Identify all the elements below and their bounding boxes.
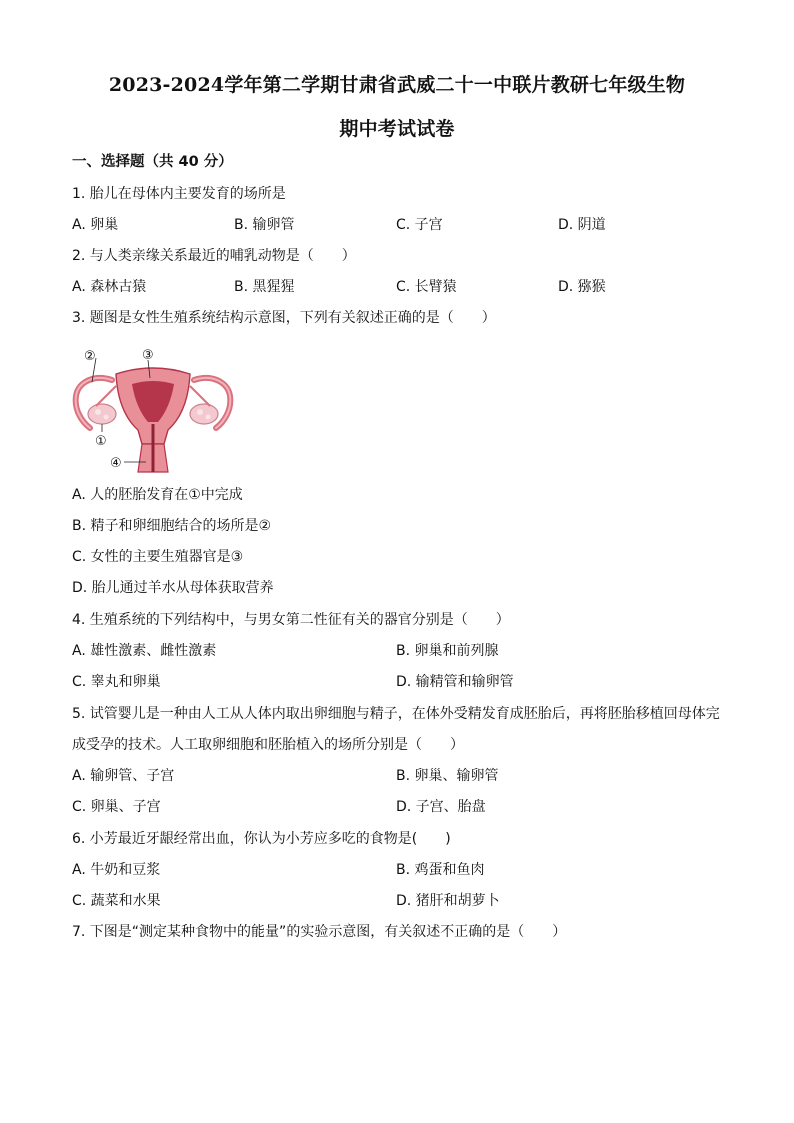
question-5-option-a: A. 输卵管、子宫 — [72, 768, 175, 784]
question-6-option-c: C. 蔬菜和水果 — [72, 893, 161, 909]
question-3-option-a: A. 人的胚胎发育在①中完成 — [72, 487, 243, 503]
question-5-option-c: C. 卵巢、子宫 — [72, 799, 161, 815]
question-1-option-a: A. 卵巢 — [72, 217, 119, 233]
question-3-stem: 3. 题图是女性生殖系统结构示意图，下列有关叙述正确的是（ ） — [72, 310, 496, 326]
question-2-option-c: C. 长臂猿 — [396, 279, 457, 295]
question-3-option-c: C. 女性的主要生殖器官是③ — [72, 549, 244, 565]
question-6-option-b: B. 鸡蛋和鱼肉 — [396, 862, 485, 878]
question-4-stem: 4. 生殖系统的下列结构中，与男女第二性征有关的器官分别是（ ） — [72, 612, 510, 628]
question-1-option-b: B. 输卵管 — [234, 217, 295, 233]
question-1-stem: 1. 胎儿在母体内主要发育的场所是 — [72, 186, 286, 202]
question-7-stem: 7. 下图是“测定某种食物中的能量”的实验示意图，有关叙述不正确的是（ ） — [72, 924, 567, 940]
figure-label-3: ③ — [142, 348, 154, 363]
question-4-option-b: B. 卵巢和前列腺 — [396, 643, 499, 659]
figure-label-4: ④ — [110, 456, 122, 471]
question-5-option-b: B. 卵巢、输卵管 — [396, 768, 499, 784]
question-5-option-d: D. 子宫、胎盘 — [396, 799, 486, 815]
question-2-option-d: D. 猕猴 — [558, 279, 606, 295]
female-reproductive-system-diagram — [72, 344, 234, 474]
question-6-stem: 6. 小芳最近牙龈经常出血，你认为小芳应多吃的食物是( ) — [72, 831, 451, 847]
question-2-option-b: B. 黑猩猩 — [234, 279, 295, 295]
question-6-option-a: A. 牛奶和豆浆 — [72, 862, 161, 878]
question-4-option-a: A. 雄性激素、雌性激素 — [72, 643, 217, 659]
question-1-option-d: D. 阴道 — [558, 217, 606, 233]
figure-label-1: ① — [95, 434, 107, 449]
question-1-option-c: C. 子宫 — [396, 217, 443, 233]
exam-title-line1: 2023-2024学年第二学期甘肃省武威二十一中联片教研七年级生物 — [108, 74, 686, 96]
question-2-stem: 2. 与人类亲缘关系最近的哺乳动物是（ ） — [72, 248, 356, 264]
question-4-option-c: C. 睾丸和卵巢 — [72, 674, 161, 690]
question-3-option-d: D. 胎儿通过羊水从母体获取营养 — [72, 580, 274, 596]
question-5-stem-line2: 成受孕的技术。人工取卵细胞和胚胎植入的场所分别是（ ） — [72, 737, 464, 753]
female-reproductive-system-illustration — [72, 344, 234, 474]
exam-title-line2: 期中考试试卷 — [339, 118, 455, 140]
section-heading: 一、选择题（共 40 分） — [72, 154, 233, 170]
figure-label-2: ② — [84, 349, 96, 364]
question-5-stem-line1: 5. 试管婴儿是一种由人工从人体内取出卵细胞与精子，在体外受精发育成胚胎后，再将胚胎移植回母体完 — [72, 706, 720, 722]
question-4-option-d: D. 输精管和输卵管 — [396, 674, 514, 690]
question-6-option-d: D. 猪肝和胡萝卜 — [396, 893, 500, 909]
question-2-option-a: A. 森林古猿 — [72, 279, 147, 295]
question-3-option-b: B. 精子和卵细胞结合的场所是② — [72, 518, 272, 534]
